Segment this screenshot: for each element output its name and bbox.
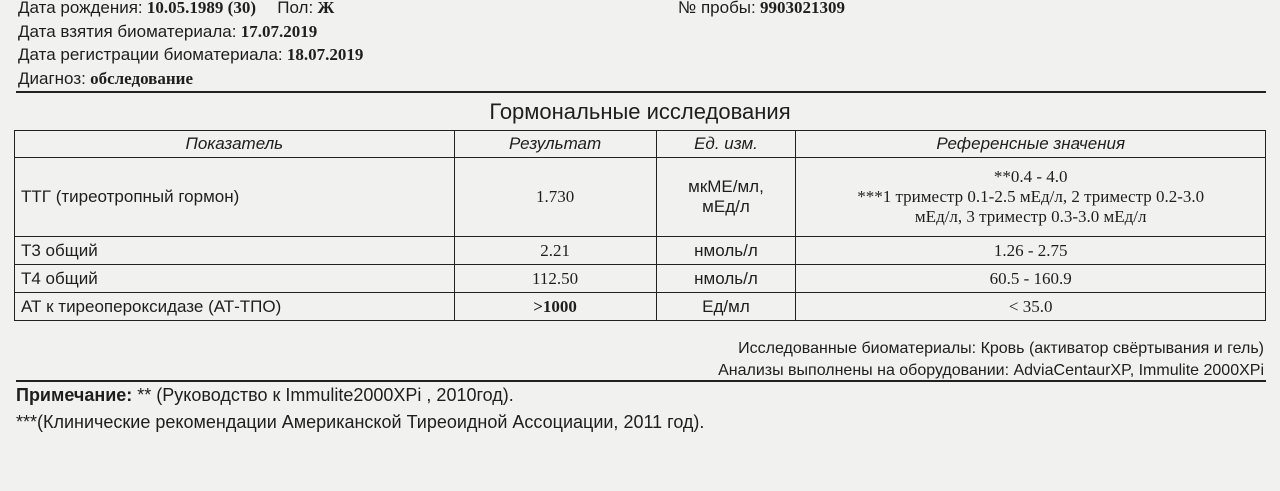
collect-line — [18, 22, 317, 42]
row-name: Т4 общий — [15, 265, 455, 293]
row-name: АТ к тиреопероксидазе (АТ-ТПО) — [15, 293, 455, 321]
row-reference: < 35.0 — [796, 293, 1266, 321]
note-1 — [16, 385, 514, 406]
sample-line — [678, 0, 845, 18]
col-header-parameter: Показатель — [15, 131, 455, 158]
col-header-unit: Ед. изм. — [656, 131, 796, 158]
row-unit: Ед/мл — [656, 293, 796, 321]
row-unit: нмоль/л — [656, 265, 796, 293]
table-row — [15, 293, 1266, 321]
row-reference-line: мЕд/л, 3 триместр 0.3-3.0 мЕд/л — [914, 207, 1147, 226]
sex-label: Пол: — [277, 0, 314, 17]
row-reference-line: **0.4 - 4.0 — [993, 167, 1068, 186]
sex-value: Ж — [317, 0, 335, 17]
col-header-reference: Референсные значения — [796, 131, 1266, 158]
row-unit-line: мкМЕ/мл, — [688, 177, 764, 196]
register-value: 18.07.2019 — [286, 45, 364, 64]
row-reference: 60.5 - 160.9 — [796, 265, 1266, 293]
note-1-text: ** (Руководство к Immulite2000XPi , 2010год). — [137, 385, 514, 405]
biomaterial-line: Исследованные биоматериалы: Кровь (активатор свёртывания и гель) — [738, 340, 1264, 357]
dob-label: Дата рождения: — [18, 0, 143, 17]
row-name: ТТГ (тиреотропный гормон) — [15, 158, 455, 237]
row-result: 112.50 — [454, 265, 656, 293]
table-row — [15, 237, 1266, 265]
note-label: Примечание: — [16, 385, 133, 405]
col-header-result: Результат — [454, 131, 656, 158]
register-line — [18, 45, 363, 65]
dob-line — [18, 0, 334, 18]
row-result: 2.21 — [454, 237, 656, 265]
table-header-row — [15, 131, 1266, 158]
sample-label: № пробы: — [678, 0, 756, 17]
table-row — [15, 265, 1266, 293]
results-table — [14, 130, 1266, 321]
row-unit: нмоль/л — [656, 237, 796, 265]
row-reference — [796, 158, 1266, 237]
sample-value: 9903021309 — [760, 0, 846, 17]
header-divider — [16, 91, 1266, 93]
register-label: Дата регистрации биоматериала: — [18, 45, 283, 64]
collect-label: Дата взятия биоматериала: — [18, 22, 237, 41]
equipment-line: Анализы выполнены на оборудовании: AdviaCentaurXP, Immulite 2000XPi — [718, 362, 1264, 379]
dob-value: 10.05.1989 (30) — [146, 0, 256, 17]
row-result: 1.730 — [454, 158, 656, 237]
note-2: ***(Клинические рекомендации Американской Тиреоидной Ассоциации, 2011 год). — [16, 412, 705, 432]
section-title: Гормональные исследования — [489, 99, 791, 124]
row-reference: 1.26 - 2.75 — [796, 237, 1266, 265]
diagnosis-label: Диагноз: — [18, 69, 86, 88]
row-reference-line: ***1 триместр 0.1-2.5 мЕд/л, 2 триместр 0.2-3.0 — [857, 187, 1205, 206]
diagnosis-line — [18, 69, 193, 89]
collect-value: 17.07.2019 — [240, 22, 318, 41]
row-name: Т3 общий — [15, 237, 455, 265]
row-result: >1000 — [454, 293, 656, 321]
row-unit — [656, 158, 796, 237]
row-unit-line: мЕд/л — [702, 197, 750, 216]
diagnosis-value: обследование — [90, 69, 193, 88]
footer-divider — [16, 380, 1266, 382]
table-row — [15, 158, 1266, 237]
